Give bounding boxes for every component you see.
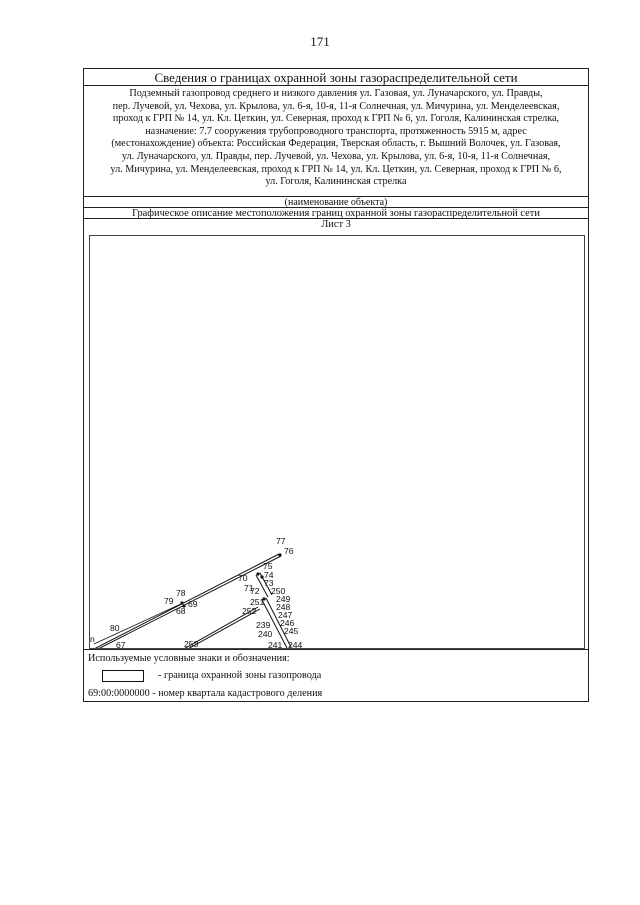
point-label: 70 — [238, 573, 248, 583]
document-frame — [83, 68, 589, 702]
object-description — [84, 87, 588, 197]
description-line: ул. Луначарского, ул. Правды, пер. Лучевой, ул. Чехова, ул. Крылова, ул. 6-я, 10-я, 11-я Солнечная, — [121, 150, 551, 162]
boundary-point — [278, 553, 281, 556]
point-label: 75 — [263, 561, 273, 571]
boundary-legend-text: - граница охранной зоны газопровода — [158, 670, 322, 681]
boundary-point — [256, 572, 259, 575]
boundary-map — [89, 235, 585, 649]
point-label: 72 — [250, 586, 260, 596]
description-line: (местонахождение) объекта: Российская Федерация, Тверская область, г. Вышний Волочек, ул. Газовая, — [111, 138, 561, 150]
point-label: 252 — [242, 606, 257, 616]
point-label: 244 — [288, 640, 303, 650]
description-line: пер. Лучевой, ул. Чехова, ул. Крылова, ул. 6-я, 10-я, 11-я Солнечная, ул. Мичурина, ул. Менделеевская, — [112, 100, 560, 112]
point-label: 69 — [188, 599, 198, 609]
point-label: 74 — [264, 570, 274, 580]
point-label: 77 — [276, 536, 286, 546]
legend-title: Используемые условные знаки и обозначения: — [88, 653, 290, 664]
boundary-point — [180, 601, 183, 604]
sheet-label: Лист 3 — [321, 219, 351, 230]
quarter-legend-text: - номер квартала кадастрового деления — [152, 688, 323, 699]
description-line: Подземный газопровод среднего и низкого давления ул. Газовая, ул. Луначарского, ул. Правды, — [129, 88, 543, 99]
point-label: 253 — [184, 639, 199, 649]
boundary-map-drawing — [90, 236, 585, 649]
description-line: ул. Гоголя, Калининская стрелка — [265, 176, 407, 188]
point-label: 249 — [276, 594, 291, 604]
point-label: 68 — [176, 606, 186, 616]
quarter-legend — [88, 688, 322, 699]
boundary-legend-symbol — [102, 670, 144, 682]
point-label: 246 — [280, 618, 295, 628]
point-label: n — [90, 634, 95, 644]
point-label: 80 — [110, 623, 120, 633]
point-label: 251 — [250, 597, 265, 607]
point-label: 73 — [264, 578, 274, 588]
graphic-description-title: Графическое описание местоположения границ охранной зоны газораспределительной сети — [84, 208, 588, 219]
point-label: 79 — [164, 596, 174, 606]
point-label: 240 — [258, 629, 273, 639]
point-label: 76 — [284, 546, 294, 556]
object-name-caption: (наименование объекта) — [84, 198, 588, 208]
quarter-code: 69:00:0000000 — [88, 688, 150, 699]
legend — [84, 649, 588, 703]
point-label: 250 — [271, 586, 286, 596]
description-line: ул. Мичурина, ул. Менделеевская, проход к ГРП № 14, ул. Кл. Цеткин, ул. Северная, проход к ГРП № 6, — [110, 163, 562, 175]
description-line: проход к ГРП № 14, ул. Кл. Цеткин, ул. Северная, проход к ГРП № 6, ул. Гоголя, Калининская стрелка, — [112, 113, 560, 125]
page-number: 171 — [310, 34, 330, 49]
description-line: назначение: 7.7 сооружения трубопроводного транспорта, протяженность 5915 м, адрес — [145, 125, 527, 137]
point-label: 67 — [116, 640, 126, 650]
point-label: 248 — [276, 602, 291, 612]
point-label: 78 — [176, 588, 186, 598]
boundary-line — [94, 603, 183, 644]
document-title: Сведения о границах охранной зоны газораспределительной сети — [84, 69, 588, 86]
point-label: 247 — [278, 610, 293, 620]
point-label: 241 — [268, 640, 283, 650]
point-label: 239 — [256, 620, 271, 630]
point-label: 245 — [284, 626, 299, 636]
point-label: 71 — [244, 583, 254, 593]
